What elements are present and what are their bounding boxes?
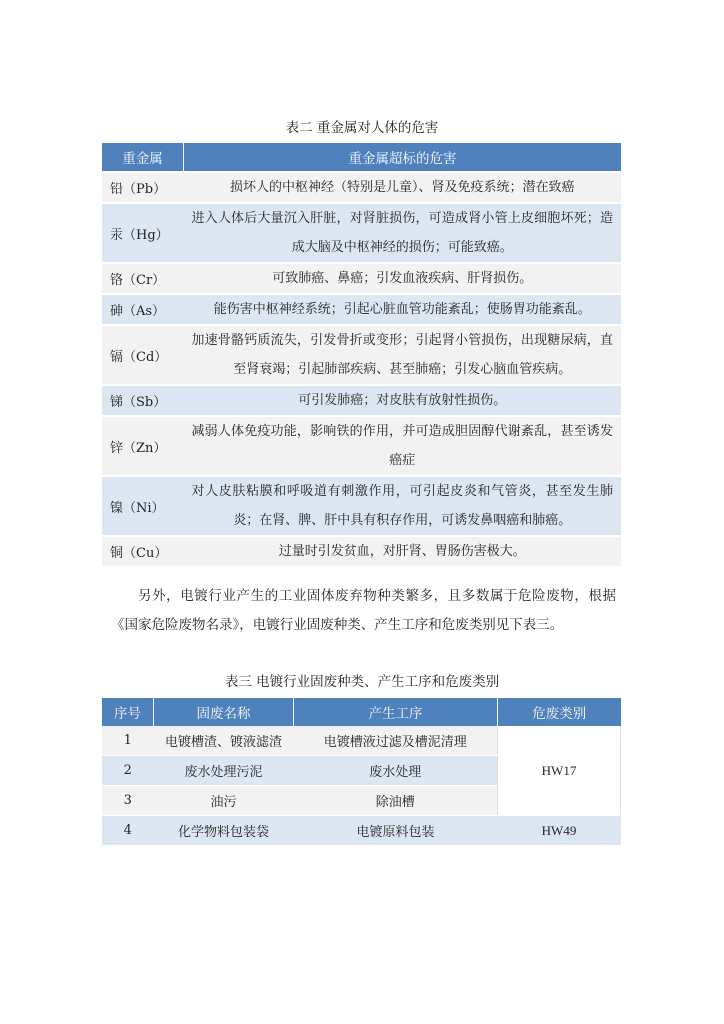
table-row [102,385,621,416]
process-cell: 电镀槽液过滤及槽泥清理 [294,726,498,756]
column-header-process: 产生工序 [294,698,498,726]
table-row [102,476,621,536]
category-cell-merged: HW17 [498,726,621,816]
table-row [102,416,621,476]
table3-caption: 表三 电镀行业固废种类、产生工序和危废类别 [224,674,500,690]
table-row [102,726,621,756]
plating-waste-table [102,698,621,845]
table-row [102,263,621,294]
column-header-hazard: 重金属超标的危害 [184,143,622,172]
table-row [102,816,621,846]
row-number: 1 [102,726,154,756]
table-row [102,536,621,567]
metal-cell: 铅（Pb） [102,172,184,203]
waste-name-cell: 废水处理污泥 [154,756,294,786]
metal-cell: 砷（As） [102,294,184,325]
metal-cell: 锑（Sb） [102,385,184,416]
hazard-cell: 对人皮肤粘膜和呼吸道有刺激作用，可引起皮炎和气管炎，甚至发生肺炎；在肾、脾、肝中具有积存作用，可诱发鼻咽癌和肺癌。 [184,476,622,536]
hazard-cell: 加速骨骼钙质流失，引发骨折或变形；引起肾小管损伤，出现糖尿病，直至肾衰竭；引起肺部疾病、甚至肺癌；引发心脑血管疾病。 [184,325,622,385]
column-header-waste-name: 固废名称 [154,698,294,726]
hazard-cell: 可引发肺癌；对皮肤有放射性损伤。 [184,385,622,416]
table-header-row [102,143,621,172]
column-header-no: 序号 [102,698,154,726]
heavy-metal-hazard-table [102,143,621,568]
row-number: 3 [102,786,154,816]
waste-name-cell: 油污 [154,786,294,816]
table-row [102,294,621,325]
table-row [102,172,621,203]
process-cell: 电镀原料包装 [294,816,498,846]
metal-cell: 铜（Cu） [102,536,184,567]
metal-cell: 锌（Zn） [102,416,184,476]
category-cell: HW49 [498,816,621,846]
row-number: 4 [102,816,154,846]
metal-cell: 汞（Hg） [102,203,184,263]
metal-cell: 镍（Ni） [102,476,184,536]
table-row [102,325,621,385]
column-header-category: 危废类别 [498,698,621,726]
hazard-cell: 进入人体后大量沉入肝脏，对肾脏损伤，可造成肾小管上皮细胞坏死；造成大脑及中枢神经的损伤；可能致癌。 [184,203,622,263]
table-header-row [102,698,621,726]
hazard-cell: 减弱人体免疫功能，影响铁的作用，并可造成胆固醇代谢紊乱，甚至诱发癌症 [184,416,622,476]
table-row [102,203,621,263]
metal-cell: 镉（Cd） [102,325,184,385]
metal-cell: 铬（Cr） [102,263,184,294]
hazard-cell: 能伤害中枢神经系统；引起心脏血管功能紊乱；使肠胃功能紊乱。 [184,294,622,325]
hazard-cell: 可致肺癌、鼻癌；引发血液疾病、肝肾损伤。 [184,263,622,294]
column-header-metal: 重金属 [102,143,184,172]
process-cell: 除油槽 [294,786,498,816]
table2-caption: 表二 重金属对人体的危害 [285,120,439,136]
waste-name-cell: 化学物料包装袋 [154,816,294,846]
process-cell: 废水处理 [294,756,498,786]
row-number: 2 [102,756,154,786]
hazard-cell: 过量时引发贫血，对肝肾、胃肠伤害极大。 [184,536,622,567]
hazard-cell: 损坏人的中枢神经（特别是儿童）、肾及免疫系统；潜在致癌 [184,172,622,203]
body-paragraph: 另外，电镀行业产生的工业固体废弃物种类繁多，且多数属于危险废物，根据《国家危险废物名录》，电镀行业固废种类、产生工序和危废类别见下表三。 [111,588,616,633]
waste-name-cell: 电镀槽渣、镀液滤渣 [154,726,294,756]
